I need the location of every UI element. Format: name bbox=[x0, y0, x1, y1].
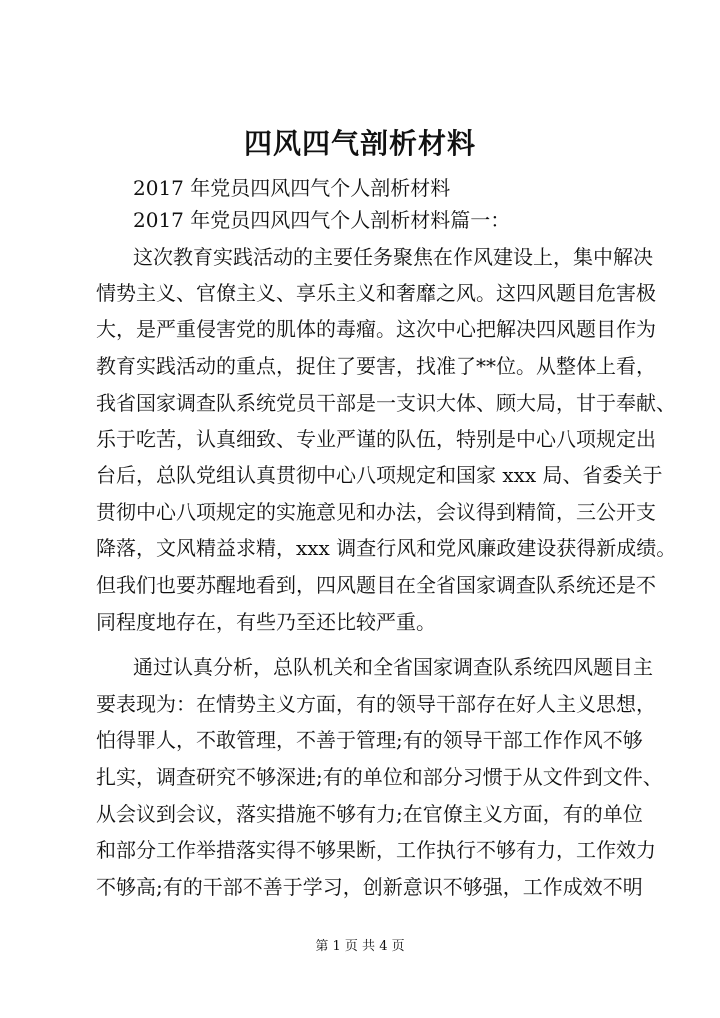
paragraph-line: 但我们也要苏醒地看到，四风题目在全省国家调查队系统还是不 bbox=[96, 573, 656, 597]
paragraph-line: 大，是严重侵害党的肌体的毒瘤。这次中心把解决四风题目作为 bbox=[96, 317, 656, 341]
paragraph-line: 和部分工作举措落实得不够果断，工作执行不够有力，工作效力 bbox=[96, 838, 656, 862]
paragraph-line: 要表现为：在情势主义方面，有的领导干部存在好人主义思想， bbox=[96, 692, 656, 716]
paragraph-line: 从会议到会议，落实措施不够有力;在官僚主义方面，有的单位 bbox=[96, 802, 643, 826]
paragraph-line: 台后，总队党组认真贯彻中心八项规定和国家 xxx 局、省委关于 bbox=[96, 463, 663, 487]
paragraph-line: 同程度地存在，有些乃至还比较严重。 bbox=[96, 610, 436, 634]
paragraph-line: 这次教育实践活动的主要任务聚焦在作风建设上，集中解决 bbox=[133, 245, 653, 269]
paragraph-line: 乐于吃苦，认真细致、专业严谨的队伍，特别是中心八项规定出 bbox=[96, 427, 656, 451]
paragraph-line: 我省国家调查队系统党员干部是一支识大体、顾大局，甘于奉献、 bbox=[96, 391, 676, 415]
subtitle-line: 2017 年党员四风四气个人剖析材料 bbox=[133, 176, 451, 200]
paragraph-line: 扎实，调查研究不够深进;有的单位和部分习惯于从文件到文件、 bbox=[96, 765, 663, 789]
paragraph-line: 通过认真分析，总队机关和全省国家调查队系统四风题目主 bbox=[133, 655, 653, 679]
paragraph-line: 怕得罪人，不敢管理，不善于管理;有的领导干部工作作风不够 bbox=[96, 728, 643, 752]
subtitle-line: 2017 年党员四风四气个人剖析材料篇一： bbox=[133, 208, 511, 232]
paragraph-line: 降落，文风精益求精，xxx 调查行风和党风廉政建设获得新成绩。 bbox=[96, 536, 677, 560]
document-title: 四风四气剖析材料 bbox=[243, 127, 476, 160]
paragraph-line: 贯彻中心八项规定的实施意见和办法，会议得到精简，三公开支 bbox=[96, 500, 656, 524]
page-footer: 第 1 页 共 4 页 bbox=[315, 939, 405, 954]
paragraph-line: 情势主义、官僚主义、享乐主义和奢靡之风。这四风题目危害极 bbox=[96, 281, 656, 305]
paragraph-line: 教育实践活动的重点，捉住了要害，找准了**位。从整体上看， bbox=[96, 354, 656, 378]
paragraph-line: 不够高;有的干部不善于学习，创新意识不够强，工作成效不明 bbox=[96, 875, 643, 899]
